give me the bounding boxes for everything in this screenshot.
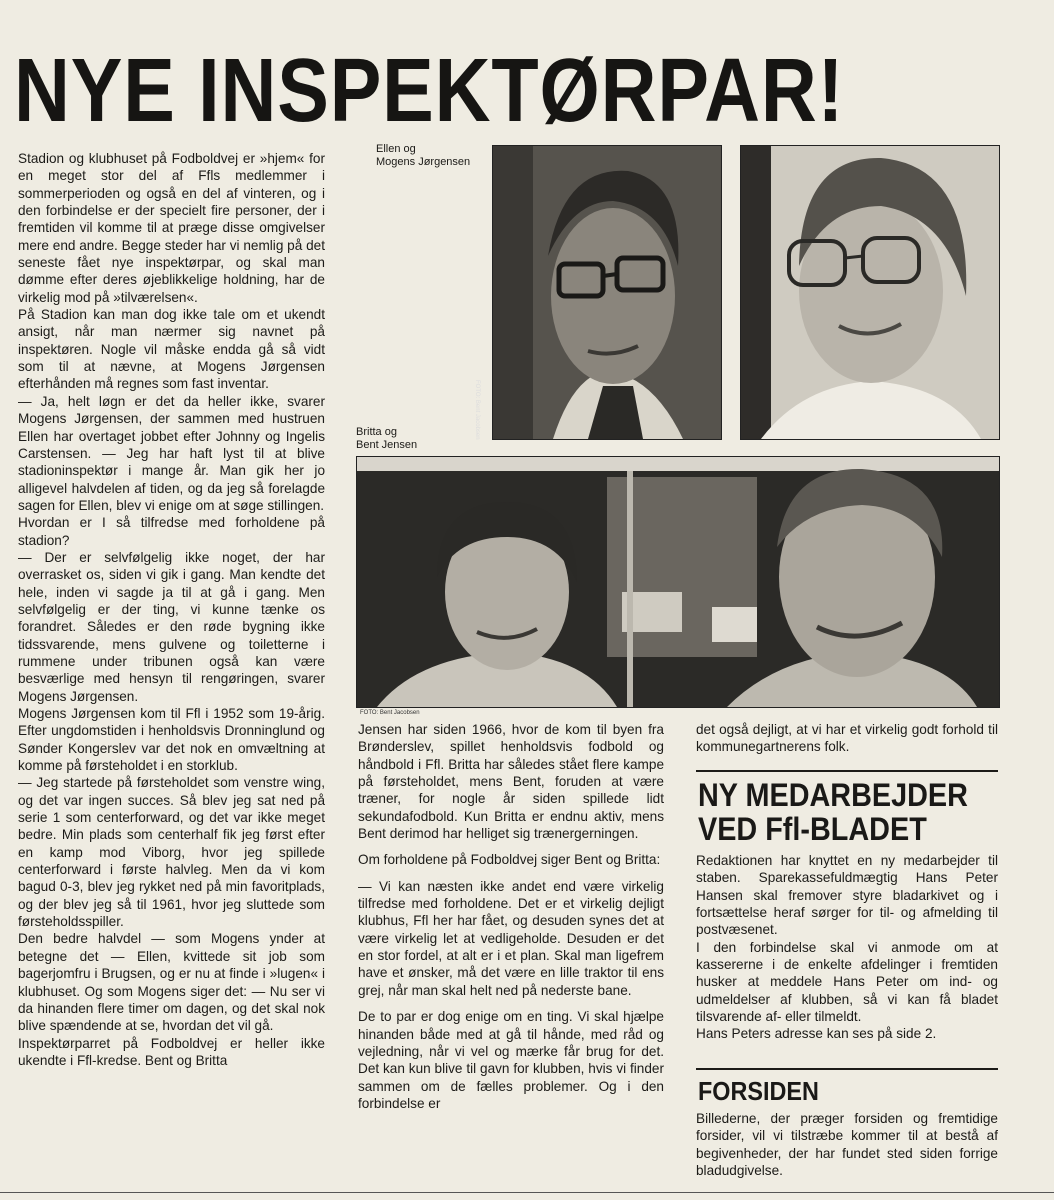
caption-line: Mogens Jørgensen	[376, 156, 471, 168]
caption-britta-bent	[356, 426, 417, 452]
paragraph: De to par er dog enige om en ting. Vi skal hjælpe hinanden både med at gå til hånde, med råd og vejledning, når vi vel og mærke får brug for det. Det kan kun blive til gavn for klubben, hvis vi finder sammen om de fælles problemer. Og i den forbindelse er	[358, 1009, 664, 1111]
photo-credit: FOTO: Bent Jacobsen	[360, 710, 420, 716]
caption-line: Bent Jensen	[356, 439, 418, 451]
photo-britta-bent-jensen	[356, 456, 1000, 708]
medarbejder-text	[696, 852, 998, 1072]
photo-mogens-jorgensen	[492, 145, 722, 440]
section-rule	[696, 1068, 998, 1070]
paragraph: Den bedre halvdel — som Mogens ynder at betegne det — Ellen, kvittede sit job som bagerjomfru i Brugsen, og er nu at finde i »lugen« i klubhuset. Og som Mogens siger det: — Nu ser vi da hinanden flere timer om dagen, og det skal nok blive spændende at se, hvordan det vil gå.	[18, 931, 325, 1034]
headline: NYE INSPEKTØRPAR!	[14, 41, 845, 141]
paragraph: Inspektørparret på Fodboldvej er heller ikke ukendte i Ffl-kredse. Bent og Britta	[18, 1035, 325, 1068]
paragraph: — Jeg startede på førsteholdet som venstre wing, og det var ingen succes. Så blev jeg sat ned på serie 1 som centerforward, og det var ikke meget bedre. Min plads som centerhalf fik jeg først efter en kamp mod Viborg, hvor jeg spillede centerforward i første halvleg. Men da vi kom bagud 0-3, blev jeg rykket ned på min favoritplads, og der blev jeg så til 1961, hvor jeg sluttede som førsteholdsspiller.	[18, 775, 325, 930]
forsiden-text	[696, 1110, 998, 1190]
portrait-man-glasses	[493, 146, 721, 439]
article-column-1	[18, 150, 325, 1185]
paragraph: Billederne, der præger forsiden og fremtidige forsider, vil vi tilstræbe kommer til at bestå af begivenheder, der har fundet sted siden forrige bladudgivelse.	[696, 1111, 998, 1179]
paragraph: — Vi kan næsten ikke andet end være virkelig tilfredse med forholdene. Det er et virkelig dejligt klubhus, Ffl her har fået, og desuden synes det at være virkelig let at vedligeholde. Desuden er det en stor fordel, at alt er i et plan. Skal man ligefrem have et ønsker, må det være en lille traktor til ens grej, når man skal helt ned på nederste bane.	[358, 878, 664, 998]
paragraph: — Der er selvfølgelig ikke noget, der har overrasket os, siden vi gik i gang. Man kendte det hele, inden vi sagde ja til at gå i gang. Men selvfølgelig er der ting, vi kunne tænke os forandret. Således er den røde bygning ikke tidssvarende, mens gulvene og toiletterne i rummene under tribunen også kan være besværlige med hensyn til rengøringen, svarer Mogens Jørgensen.	[18, 549, 325, 704]
heading-line: NY MEDARBEJDER	[698, 777, 968, 813]
caption-line: Ellen og	[376, 143, 416, 155]
paragraph: Redaktionen har knyttet en ny medarbejder til staben. Sparekassefuldmægtig Hans Peter Hansen skal fremover styre bladarkivet og i fortsættelse heraf sørger for til- og afmelding til postvæsenet.	[696, 853, 998, 938]
section-rule	[696, 770, 998, 772]
paragraph: Jensen har siden 1966, hvor de kom til byen fra Brønderslev, spillet henholdsvis fodbold og håndbold i Ffl. Britta har således stået flere kampe på førsteholdet, mens Bent, foruden at være træner, for nogle år siden spillede lidt sekundafodbold. Kun Britta er endnu aktiv, mens Bent derimod har helliget sig trænergerningen.	[358, 722, 664, 842]
paragraph: Om forholdene på Fodboldvej siger Bent og Britta:	[358, 852, 661, 868]
bottom-border	[0, 1192, 1054, 1193]
paragraph: det også dejligt, at vi har et virkelig godt forhold til kommunegartnerens folk.	[696, 722, 998, 755]
paragraph: Hvordan er I så tilfredse med forholdene på stadion?	[18, 515, 325, 548]
photo-credit: FOTO: Bent Jacobsen	[474, 380, 480, 440]
caption-ellen-mogens	[376, 143, 470, 169]
paragraph: Mogens Jørgensen kom til Ffl i 1952 som 19-årig. Efter ungdomstiden i henholdsvis Dronninglund og Sønder Kongerslev var det nok en omvæltning at komme på førsteholdet i en storklub.	[18, 706, 325, 774]
paragraph: I den forbindelse skal vi anmode om at kassererne i de enkelte afdelinger i fremtiden husker at meddele Hans Peter om ind- og udmeldelser af klubben, så vi kan få bladet tilsvarende af- eller tilmeldt.	[696, 939, 998, 1025]
article-column-2	[358, 721, 664, 1186]
paragraph: På Stadion kan man dog ikke tale om et ukendt ansigt, når man nærmer sig navnet på inspektøren. Nogle vil måske endda gå så vidt som til at nævne, at Mogens Jørgensen efterhånden må regnes som fast inventar.	[18, 307, 325, 392]
portrait-couple	[357, 457, 999, 707]
medarbejder-heading	[698, 778, 968, 846]
paragraph: Stadion og klubhuset på Fodboldvej er »hjem« for en meget stor del af Ffls medlemmer i sommerperioden og også en del af vinteren, og i den forbindelse er der specielt fire personer, der i fremtiden vil komme til at præge disse omgivelser mere end andre. Begge steder har vi nemlig på det seneste fået nye inspektørpar, og skal man dømme efter deres øjeblikkelige holdning, har de virkelig mod på »tilværelsen«.	[18, 151, 325, 305]
forsiden-heading: FORSIDEN	[698, 1076, 819, 1106]
portrait-woman-glasses	[741, 146, 999, 439]
paragraph: — Ja, helt løgn er det da heller ikke, svarer Mogens Jørgensen, der sammen med hustruen Ellen har overtaget jobbet efter Johnny og Ingelis Carstensen. — Jeg har haft lyst til at blive stadioninspektør i mange år. Man gik her jo alligevel halvdelen af tiden, og da jeg så forelagde sagen for Ellen, blev vi enige om at søge stillingen.	[18, 393, 325, 513]
photo-ellen-jorgensen	[740, 145, 1000, 440]
paragraph: Hans Peters adresse kan ses på side 2.	[696, 1026, 937, 1042]
heading-line: VED Ffl-BLADET	[698, 811, 927, 847]
caption-line: Britta og	[356, 426, 397, 438]
article-column-3	[696, 721, 998, 767]
